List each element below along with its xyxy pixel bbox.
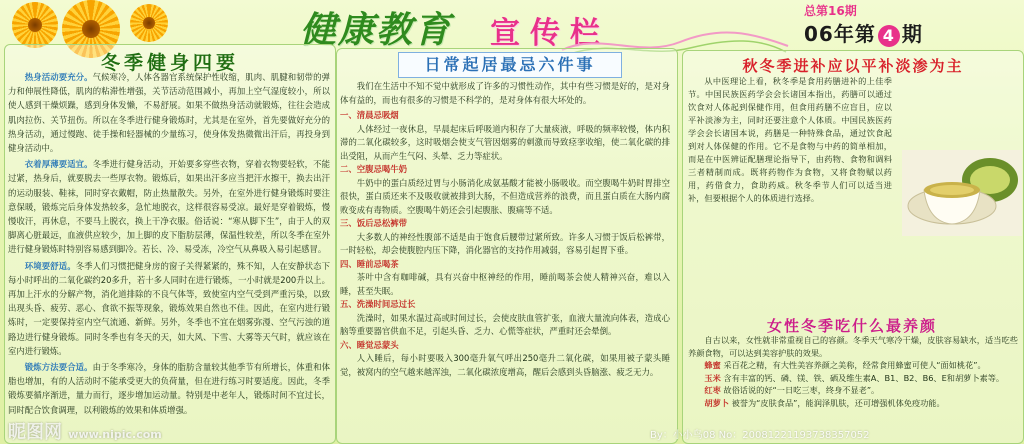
issue-number: 4	[878, 25, 900, 47]
flower-decoration	[12, 2, 58, 48]
food-text-4: 被誉为“皮肤食品”，能润泽肌肤，还可增强机体免疫功能。	[731, 397, 945, 408]
middle-head-6: 六、睡觉忌蒙头	[340, 339, 399, 350]
food-head-2: 玉米	[704, 372, 721, 383]
middle-head-5: 五、洗澡时间忌过长	[340, 299, 416, 309]
middle-intro: 我们在生活中不知不觉中就形成了许多的习惯性动作，其中有些习惯是好的，是对身体有益的，而也有很多的习惯是不科学的，是对身体有很大坏处的。	[340, 81, 670, 105]
header-title-sub: 宣传栏	[490, 16, 610, 51]
middle-text-6: 人入睡后，每小时要吸入300毫升氧气呼出250毫升二氧化碳，如果用被子蒙头睡觉，被窝内的空气越来越浑浊，二氧化碳浓度增高，醒后会感到头昏脑涨、疲乏无力。	[340, 353, 670, 377]
issue-unit: 期	[901, 22, 923, 46]
middle-text-4: 茶叶中含有咖啡碱，具有兴奋中枢神经的作用，睡前喝茶会使人精神兴奋，难以入睡，甚至失眠。	[340, 272, 670, 296]
middle-article	[340, 80, 670, 442]
food-head-4: 胡萝卜	[704, 397, 729, 408]
left-text-1: 气候寒冷，人体各器官系统保护性收缩，肌肉、肌腱和韧带的弹力和伸展性降低，肌肉的粘滞性增强，关节活动范围减小，再加上空气湿度较小，所以使人感到干燥烦躁，感到身体发懒，不易舒展。如果不做热身活动就锻炼，往往会造成肌肉拉伤、关节扭伤。所以在冬季进行健身锻炼时，尤其是在室外，首先要做好充分的热身活动，通过慢跑、徒手操和轻器械的少量练习，使身体发热微微出汗后，再投身到健身活动中。	[8, 72, 330, 154]
left-title: 冬季健身四要	[100, 52, 239, 74]
left-text-4: 由于冬季寒冷，身体的脂肪含量较其他季节有所增长，体重和体脂也增加，有的人活动时不能承受更大的负荷量，但在进行练习时要适度。因此，冬季锻炼要循序渐进，量力而行，逐步增加运动量。特别是中老年人，锻炼时间不宜过长，同时配合饮食调理，以利锻炼的效果和体质增强。	[8, 362, 330, 415]
left-sub-3: 环境要舒适。	[24, 260, 76, 271]
middle-text-5: 洗澡时，如果水温过高或时间过长，会使皮肤血管扩张，血液大量流向体表，造成心脑等重要器官供血不足，引起头昏、乏力、心慌等症状，严重时还会晕倒。	[340, 312, 670, 336]
left-sub-2: 衣着厚薄要适宜。	[24, 159, 93, 170]
flower-decoration	[130, 4, 168, 42]
middle-head-3: 三、饭后忌松裤带	[340, 218, 407, 228]
food-head-1: 蜂蜜	[704, 360, 721, 370]
left-text-3: 冬季人们习惯把健身房的窗子关得紧紧的，殊不知，人在安静状态下每小时呼出的二氧化碳约20多升，若十多人同时在进行锻炼，一小时就是200升以上。再加上汗水的分解产物，消化道排除的不良气体等，致使室内空气受到严重污染，以致出现头昏、疲劳、恶心、食欲不振等现象，锻炼效果自然也不佳。因此，在室内进行锻炼时，一定要保持室内空气流通、新鲜。另外，冬季也不宜在烟雾弥漫、空气污浊的道路边进行健身锻炼。同时冬季也有冬天的天，如大风、下雪、大雾等天气时，就应该在室内进行锻炼。	[8, 260, 330, 356]
middle-head-1: 一、清晨忌吸烟	[340, 110, 399, 120]
watermark-caption: By：小小鸟08 No：20081221193738357052	[650, 430, 870, 441]
tea-cup-illustration	[902, 150, 1022, 236]
left-sub-1: 热身活动要充分。	[24, 72, 93, 82]
right-title-2: 女性冬季吃什么最养颜	[766, 317, 937, 335]
middle-head-4: 四、睡前忌喝茶	[340, 258, 399, 269]
left-article	[8, 70, 330, 442]
issue-word: 第	[854, 22, 876, 46]
middle-text-3: 大多数人的神经性腹部不适是由于饱食后腰带过紧所致。许多人习惯于饭后松裤带，一时轻松，却会使腹腔内压下降，消化器官的支持作用减弱，容易引起胃下垂。	[340, 231, 670, 255]
left-text-2: 冬季进行健身活动，开始要多穿些衣物，穿着衣物要轻软，不能过紧，热身后，就要脱去一些厚衣物。锻炼后，如果出汗多应当把汗水擦干，换去出汗的运动服装、鞋袜，同时穿衣戴帽，防止热量散失。另外，在室外进行健身锻炼时要注意保暖，锻炼完后身体发热较多，急忙地脱衣，这样很容易受凉。最好是穿着锻炼，慢慢收汗，再休息，不要马上脱衣，换上干净衣服。俗话说：“寒从脚下生”，由于人的双脚离心脏最远，血液供应较少，加上脚的皮下脂肪层薄，保温性较差，所以冬季在室外进行健身锻炼时特别容易感到脚冷。若长、冷、易受冻，冷空气从鼻吸入易引起感冒。	[8, 159, 330, 255]
issue-year: 06年	[804, 22, 855, 46]
middle-title: 日常起居最忌六件事	[398, 52, 622, 78]
right-text-1: 从中医理论上看，秋冬季是食用药膳进补的上佳季节。中国民族医药学会会长诸国本指出，药膳可以通过饮食对人体起到保健作用，但食用药膳不应盲目，应以平补淡渗为主，同时还要注意个人体质。中国民族医药学会会长诸国本说，药膳是一种特殊食品，通过饮食起到对人体保健的作用。它不是食物与中药的简单相加，而是在中医辨证配膳理论指导下，由药物、食物和调料三者精制而成。既将药物作为食物，又将食物赋以药用，药借食力，食助药威。秋冬季节人们可以适当进补，但要根据个人的体质进行选择。	[688, 76, 892, 203]
header-title-main: 健康教育	[300, 9, 453, 51]
food-head-3: 红枣	[704, 385, 721, 395]
issue-line	[804, 18, 923, 47]
issue-total: 总第16期	[804, 4, 857, 18]
middle-text-1: 人体经过一夜休息，早晨起床后呼吸道内积存了大量痰液，呼吸的频率较慢，体内积滞的二氧化碳较多，这时吸烟会使支气管因烟雾的刺激而导致痉挛收缩，使二氧化碳的排出受阻，从而产生气闷、头晕、乏力等症状。	[340, 123, 670, 161]
middle-text-2: 牛奶中的蛋白质经过胃与小肠消化成氨基酸才能被小肠吸收。而空腹喝牛奶时胃排空很快，蛋白质还来不及吸收就被排到大肠，不但造成营养的浪费，而且蛋白质在大肠内腐败变成有毒物质。空腹喝牛奶还会引起腹胀、腹痛等不适。	[340, 177, 670, 215]
watermark-brand: 昵图网 www.nipic.com	[8, 422, 162, 443]
right-title-1: 秋冬季进补应以平补淡渗为主	[742, 57, 964, 75]
food-text-3: 故俗话说的好“一日吃三枣，终身不显老”。	[723, 385, 880, 395]
food-text-1: 采百花之精，有大性美容养颜之美称，经常食用蜂蜜可使人“面如桃花”。	[723, 360, 986, 370]
left-sub-4: 锻炼方法要合适。	[24, 362, 93, 373]
middle-head-2: 二、空腹忌喝牛奶	[340, 164, 407, 174]
food-text-2: 含有丰富的钙、磷、镁、铁、硒及维生素A、B1、B2、B6、E和胡萝卜素等。	[723, 372, 1005, 383]
right-intro-2: 自古以来，女性就非常重视自己的容颜。冬季天气寒冷干燥，皮肤容易缺水，适当吃些养颜食物，可以达到美容护肤的效果。	[688, 335, 1018, 358]
